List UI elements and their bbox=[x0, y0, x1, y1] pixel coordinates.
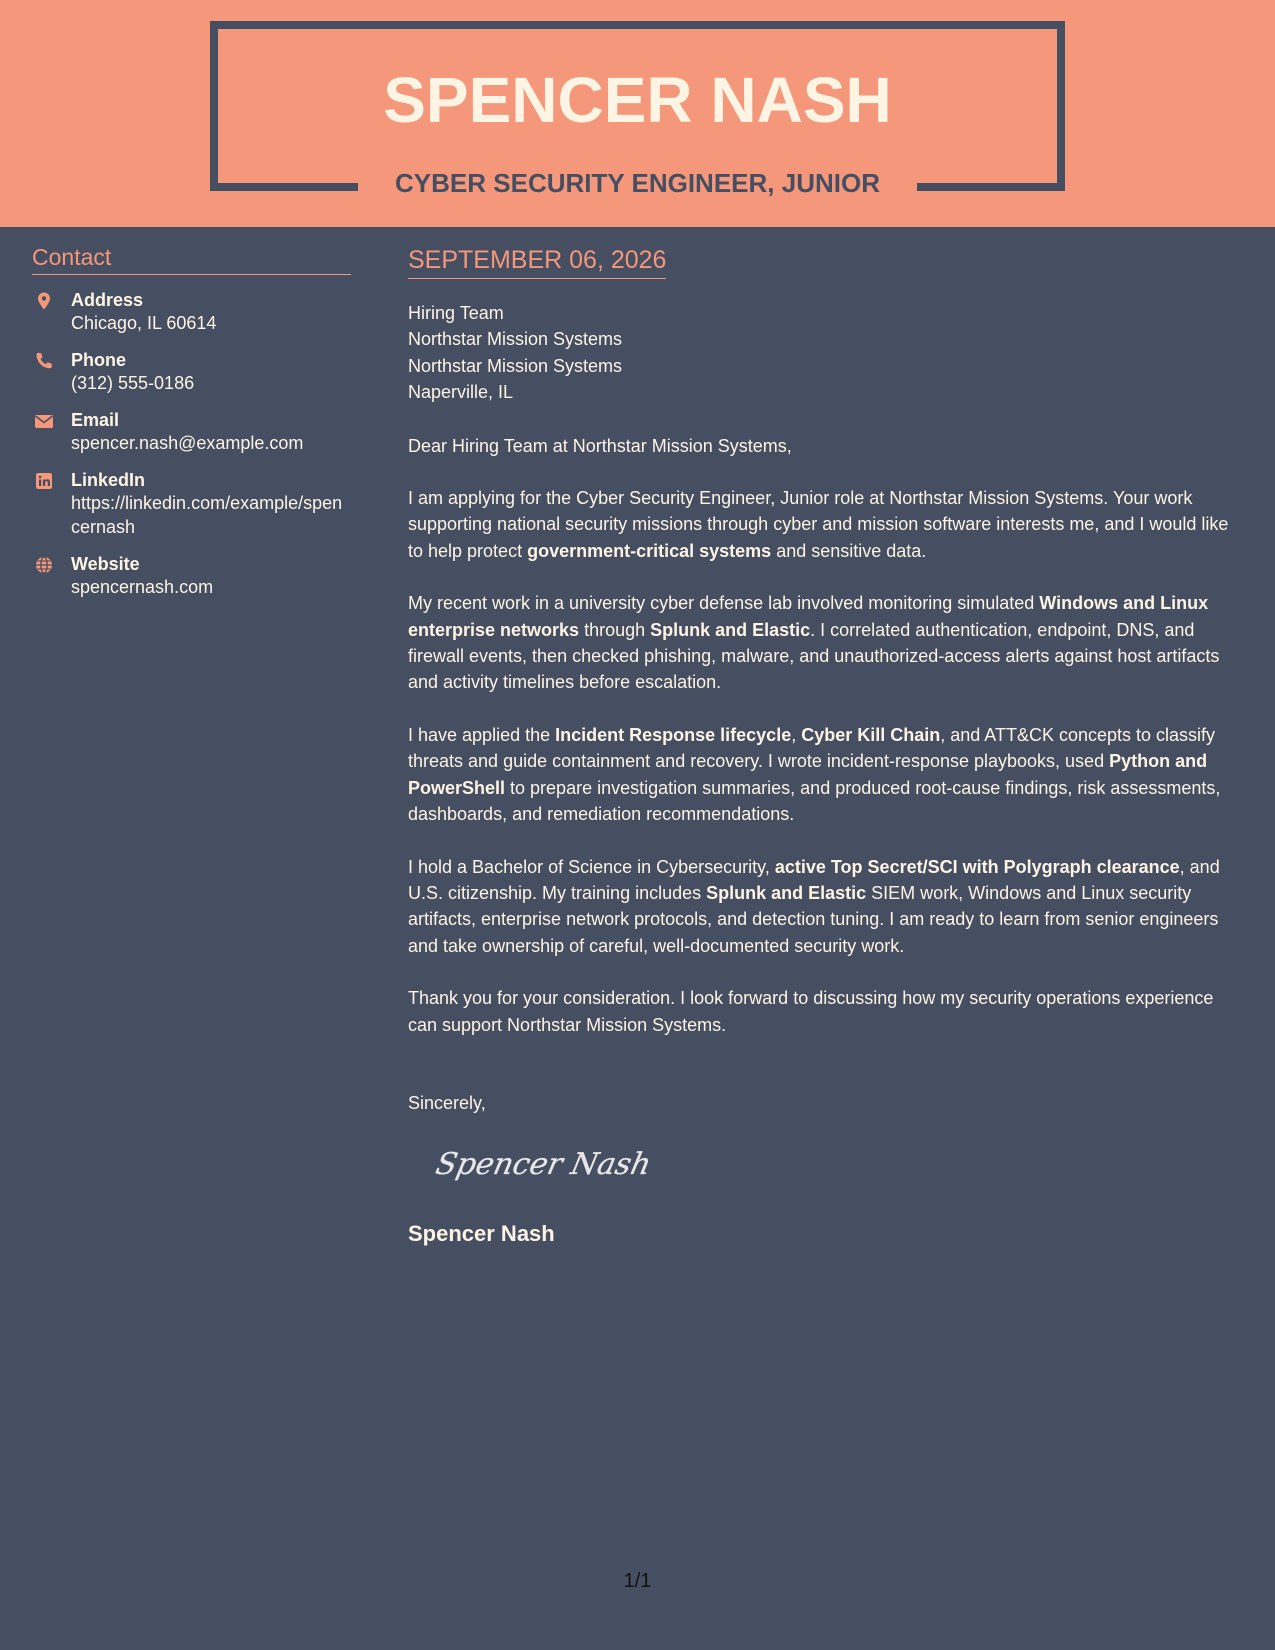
bold-text: Incident Response lifecycle bbox=[555, 724, 792, 745]
handwritten-signature bbox=[432, 1138, 652, 1188]
bold-text: Splunk and Elastic bbox=[650, 619, 811, 640]
paragraph-text: , and ATT&CK concepts to classify threats and guide containment and recovery. I wrote incident-response playbooks, used bbox=[408, 724, 1216, 772]
contact-label: Website bbox=[71, 554, 140, 574]
paragraph-text: and sensitive data. bbox=[771, 540, 927, 561]
paragraph-text: SIEM work, Windows and Linux security artifacts, enterprise network protocols, and detection tuning. I am ready to learn from senior engineers and take ownership of careful, well-documented security work. bbox=[408, 882, 1219, 956]
contact-label: Phone bbox=[71, 350, 127, 370]
recipient-line: Northstar Mission Systems bbox=[408, 329, 623, 350]
page-number: 1/1 bbox=[623, 1570, 652, 1592]
paragraph-text: I hold a Bachelor of Science in Cybersecurity, bbox=[408, 856, 775, 877]
letter-paragraph bbox=[408, 722, 1243, 828]
header-band bbox=[0, 0, 1275, 227]
letter-paragraphs bbox=[408, 485, 1243, 1038]
paragraph-text: . I correlated authentication, endpoint, DNS, and firewall events, then checked phishing, malware, and unauthorized-access alerts against host artifacts and activity timelines before escalation. bbox=[408, 619, 1220, 693]
bold-text: Cyber Kill Chain bbox=[801, 724, 941, 745]
candidate-name: SPENCER NASH bbox=[383, 64, 892, 136]
paragraph-text: , and U.S. citizenship. My training includes bbox=[408, 856, 1220, 903]
letter-date: SEPTEMBER 06, 2026 bbox=[408, 243, 666, 279]
contact-phone bbox=[32, 349, 351, 395]
job-title: CYBER SECURITY ENGINEER, JUNIOR bbox=[395, 168, 880, 198]
phone-icon bbox=[34, 351, 54, 371]
paragraph-text: I have applied the bbox=[408, 724, 556, 745]
bold-text: Splunk and Elastic bbox=[706, 882, 867, 903]
contact-label: LinkedIn bbox=[71, 470, 146, 490]
svg-text:Spencer Nash: Spencer Nash bbox=[432, 1147, 652, 1183]
contact-value: Chicago, IL 60614 bbox=[71, 313, 217, 333]
envelope-icon bbox=[34, 411, 54, 431]
contact-linkedin bbox=[32, 469, 351, 539]
letter-paragraph bbox=[408, 590, 1243, 696]
paragraph-text: My recent work in a university cyber defense lab involved monitoring simulated bbox=[408, 593, 1040, 614]
recipient-line: Hiring Team bbox=[408, 303, 504, 323]
contact-heading: Contact bbox=[32, 243, 351, 275]
contact-address bbox=[32, 289, 351, 335]
map-pin-icon bbox=[34, 291, 54, 311]
contact-value[interactable]: https://linkedin.com/example/spencernash bbox=[71, 493, 343, 537]
letter-body bbox=[408, 243, 1243, 1248]
contact-value[interactable]: spencernash.com bbox=[71, 577, 214, 597]
bold-text: Windows and Linux enterprise networks bbox=[408, 593, 1209, 640]
recipient-line: Naperville, IL bbox=[408, 382, 514, 403]
contact-label: Address bbox=[71, 290, 144, 310]
paragraph-text: I am applying for the Cyber Security Engineer, Junior role at Northstar Mission Systems. Your work supporting national security missions through cyber and mission software interests me, and I would like to help protect bbox=[408, 488, 1229, 561]
contact-website bbox=[32, 553, 351, 599]
salutation: Dear Hiring Team at Northstar Mission Systems, bbox=[408, 435, 792, 456]
bold-text: active Top Secret/SCI with Polygraph clearance bbox=[774, 856, 1180, 877]
bold-text: Python and PowerShell bbox=[408, 751, 1208, 798]
contact-sidebar bbox=[32, 243, 351, 599]
recipient-line: Northstar Mission Systems bbox=[408, 355, 623, 376]
linkedin-icon bbox=[34, 471, 54, 491]
letter-paragraph bbox=[408, 485, 1243, 564]
closing: Sincerely, bbox=[408, 1092, 486, 1113]
recipient-block bbox=[408, 300, 1243, 406]
contact-value: (312) 555-0186 bbox=[71, 373, 195, 393]
globe-icon bbox=[34, 555, 54, 575]
contact-value: spencer.nash@example.com bbox=[71, 433, 304, 453]
paragraph-text: Thank you for your consideration. I look forward to discussing how my security operations experience can support Northstar Mission Systems. bbox=[408, 988, 1214, 1035]
contact-label: Email bbox=[71, 410, 120, 430]
letter-paragraph bbox=[408, 854, 1243, 960]
signer-name: Spencer Nash bbox=[408, 1220, 555, 1246]
paragraph-text: through bbox=[579, 619, 651, 640]
paragraph-text: , bbox=[791, 724, 802, 745]
bold-text: government-critical systems bbox=[527, 540, 772, 561]
letter-paragraph bbox=[408, 985, 1243, 1038]
contact-email bbox=[32, 409, 351, 455]
paragraph-text: to prepare investigation summaries, and produced root-cause findings, risk assessments, dashboards, and remediation recommendations. bbox=[408, 777, 1221, 825]
